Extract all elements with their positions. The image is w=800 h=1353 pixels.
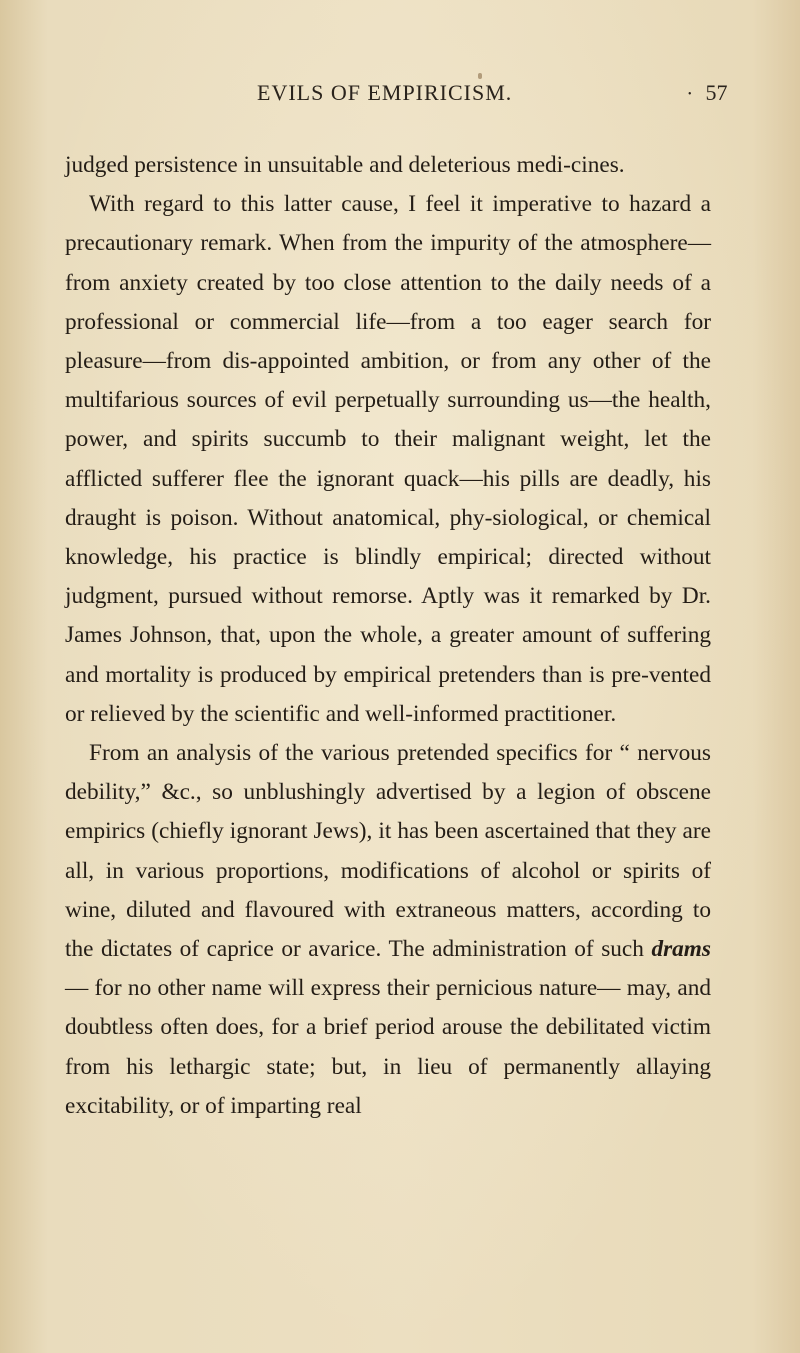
paragraph-3-text-before: From an analysis of the various pretended specifics for “ nervous debility,” &c., so unblushingly advertised by a legion of obscene empirics (chiefly ignorant Jews), it has been ascertained that they are all, in various proportions, modifications of alcohol or spirits of wine, diluted and flavoured with extraneous matters, according to the dictates of caprice or avarice. The administration of such xyxy=(65,740,711,963)
body-text xyxy=(65,146,711,1126)
emphasis-drams: drams xyxy=(651,936,711,963)
paragraph-3-text-after: — for no other name will express their pernicious nature— may, and doubtless often does, for a brief period arouse the debilitated victim from his lethargic state; but, in lieu of permanently allaying excitability, or of imparting real xyxy=(65,975,711,1119)
paragraph-2: With regard to this latter cause, I feel it imperative to hazard a precautionary remark. When from the impurity of the atmosphere—from anxiety created by too close attention to the daily needs of a professional or commercial life—from a too eager search for pleasure—from dis-appointed ambition, or from any other of the multifarious sources of evil perpetually surrounding us—the health, power, and spirits succumb to their malignant weight, let the afflicted sufferer flee the ignorant quack—his pills are deadly, his draught is poison. Without anatomical, phy-siological, or chemical knowledge, his practice is blindly empirical; directed without judgment, pursued without remorse. Aptly was it remarked by Dr. James Johnson, that, upon the whole, a greater amount of suffering and mortality is produced by empirical pretenders than is pre-vented or relieved by the scientific and well-informed practitioner. xyxy=(65,191,711,727)
paragraph-3 xyxy=(65,734,711,1126)
page-header xyxy=(0,80,800,120)
page-number: • 57 xyxy=(702,80,728,106)
printer-ornament xyxy=(478,73,482,79)
paragraph-1: judged persistence in unsuitable and deleterious medi-cines. xyxy=(65,152,625,178)
running-head: EVILS OF EMPIRICISM. xyxy=(257,80,513,105)
